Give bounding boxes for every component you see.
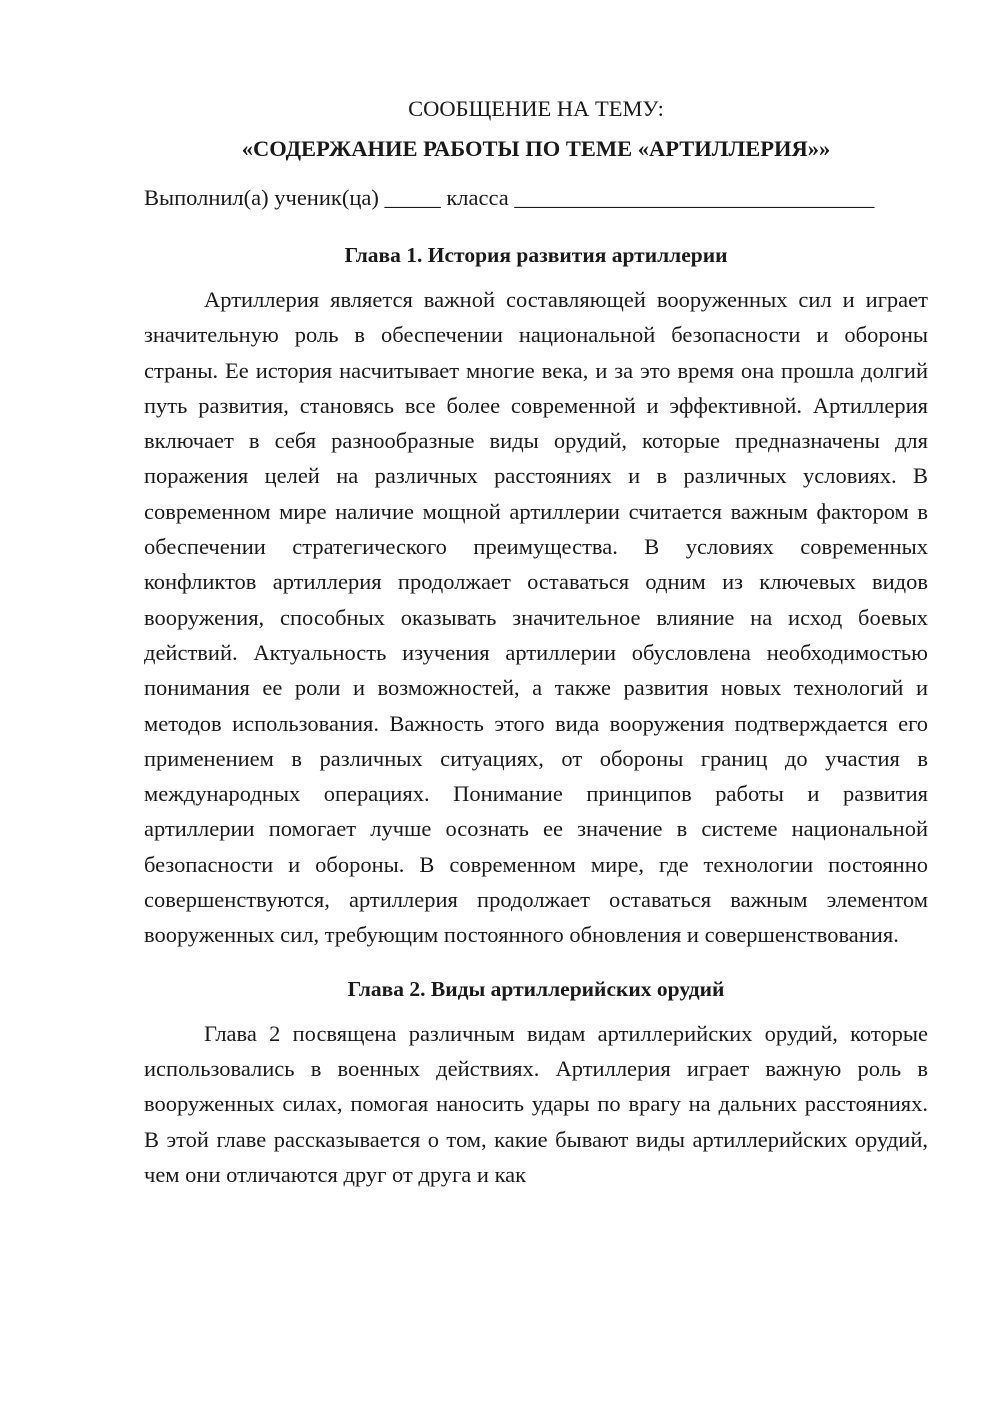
author-line: Выполнил(а) ученик(ца) _____ класса ________________________________ — [144, 185, 875, 210]
document-header: СООБЩЕНИЕ НА ТЕМУ: — [408, 96, 664, 121]
chapter-1-paragraph: Артиллерия является важной составляющей вооруженных сил и играет значительную роль в обеспечении национальной безопасности и обороны страны. Ее история насчитывает многие века, и за это время она прошла долгий путь развития, становясь все более современной и эффективной. Артиллерия включает в себя разнообразные виды орудий, которые предназначены для поражения целей на различных расстояниях и в различных условиях. В современном мире наличие мощной артиллерии считается важным фактором в обеспечении стратегического преимущества. В условиях современных конфликтов артиллерия продолжает оставаться одним из ключевых видов вооружения, способных оказывать значительное влияние на исход боевых действий. Актуальность изучения артиллерии обусловлена необходимостью понимания ее роли и возможностей, а также развития новых технологий и методов использования. Важность этого вида вооружения подтверждается его применением в различных ситуациях, от обороны границ до участия в международных операциях. Понимание принципов работы и развития артиллерии помогает лучше осознать ее значение в системе национальной безопасности и обороны. В современном мире, где технологии постоянно совершенствуются, артиллерия продолжает оставаться важным элементом вооруженных сил, требующим постоянного обновления и совершенствования. — [144, 287, 928, 948]
chapter-1-heading: Глава 1. История развития артиллерии — [344, 243, 728, 267]
chapter-2-paragraph: Глава 2 посвящена различным видам артиллерийских орудий, которые использовались в военных действиях. Артиллерия играет важную роль в вооруженных силах, помогая наносить удары по врагу на дальних расстояниях. В этой главе рассказывается о том, какие бывают виды артиллерийских орудий, чем они отличаются друг от друга и как — [144, 1020, 928, 1187]
chapter-2-heading: Глава 2. Виды артиллерийских орудий — [347, 976, 725, 1001]
document-page — [144, 92, 928, 1192]
document-title: «СОДЕРЖАНИЕ РАБОТЫ ПО ТЕМЕ «АРТИЛЛЕРИЯ»» — [241, 136, 831, 161]
